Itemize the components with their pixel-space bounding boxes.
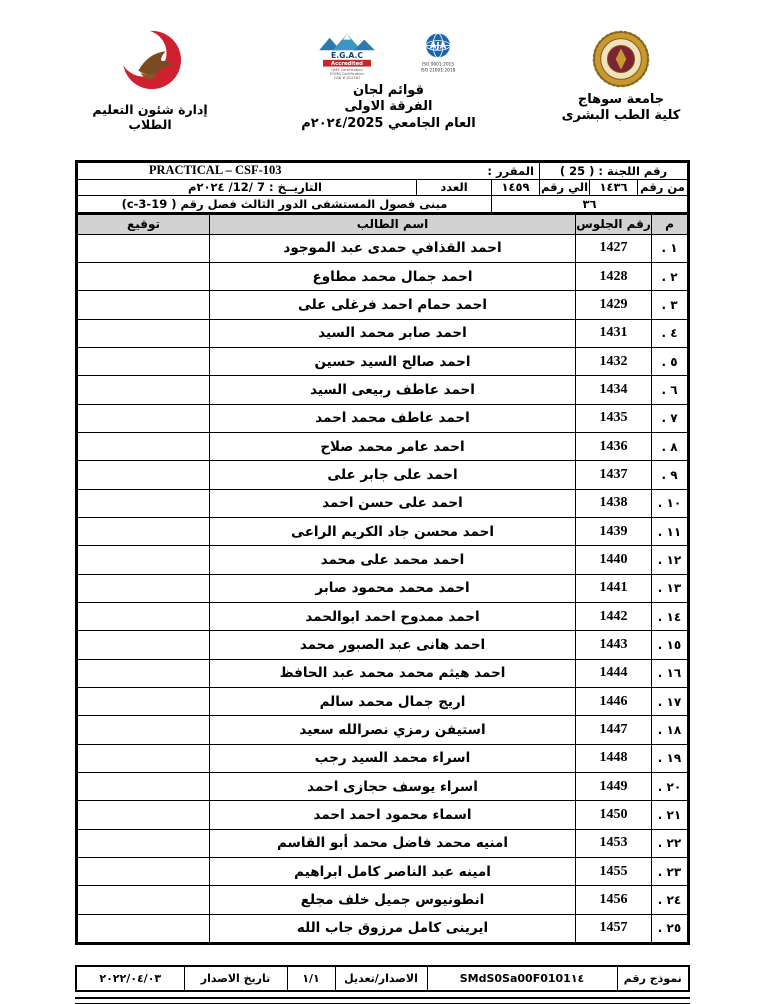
table-row [78, 291, 688, 319]
row-index: ١٤ . [652, 602, 688, 630]
signature-cell [78, 602, 210, 630]
egac-cert-line1: QMS Certification [330, 67, 363, 72]
row-index: ١٧ . [652, 688, 688, 716]
header-center-block [225, 26, 552, 132]
signature-cell [78, 234, 210, 262]
student-name: اسماء محمود احمد احمد [210, 801, 576, 829]
seat-number: 1453 [576, 829, 652, 857]
student-name: احمد صالح السيد حسين [210, 347, 576, 375]
table-row [78, 234, 688, 262]
row-index: ٤ . [652, 319, 688, 347]
student-name: احمد على حسن احمد [210, 489, 576, 517]
signature-cell [78, 631, 210, 659]
seat-number: 1442 [576, 602, 652, 630]
student-name: اسراء محمد السيد رجب [210, 744, 576, 772]
issue-date-value: ٢٠٢٢/٠٤/٠٣ [76, 966, 184, 991]
table-row [78, 801, 688, 829]
egac-cab-number: CAB # 012267 [333, 76, 360, 80]
committee-number: رقم اللجنة : ( 25 ) [540, 163, 688, 180]
signature-cell [78, 291, 210, 319]
seat-number: 1450 [576, 801, 652, 829]
aja-name: AJA [429, 41, 446, 52]
student-name: اسراء يوسف حجازى احمد [210, 773, 576, 801]
signature-cell [78, 517, 210, 545]
from-number-label: من رقم [638, 179, 688, 196]
document-titles [225, 83, 552, 132]
seat-number: 1457 [576, 914, 652, 942]
row-index: ٧ . [652, 404, 688, 432]
seat-number: 1455 [576, 858, 652, 886]
table-row [78, 546, 688, 574]
row-index: ١٢ . [652, 546, 688, 574]
seat-number: 1441 [576, 574, 652, 602]
table-row [78, 773, 688, 801]
seat-number: 1439 [576, 517, 652, 545]
revision-label: الاصدار/تعديل [335, 966, 427, 991]
to-number-value: ١٤٥٩ [492, 179, 540, 196]
row-index: ٢٤ . [652, 886, 688, 914]
row-index: ٦ . [652, 376, 688, 404]
issue-date-label: تاريخ الاصدار [184, 966, 287, 991]
student-affairs-logo [111, 28, 189, 92]
student-name: امينه عبد الناصر كامل ابراهيم [210, 858, 576, 886]
form-number-code: SMdS0Sa00F0101١٤ [427, 966, 617, 991]
signature-cell [78, 659, 210, 687]
form-footer [75, 965, 690, 992]
table-row [78, 631, 688, 659]
student-name: احمد على جابر على [210, 461, 576, 489]
signature-cell [78, 688, 210, 716]
row-index: ١٥ . [652, 631, 688, 659]
seat-number: 1448 [576, 744, 652, 772]
seat-number: 1456 [576, 886, 652, 914]
admin-department-label: إدارة شئون التعليم الطلاب [92, 102, 208, 132]
signature-cell [78, 716, 210, 744]
signature-cell [78, 886, 210, 914]
student-name: احمد هانى عبد الصبور محمد [210, 631, 576, 659]
document-frame [75, 160, 690, 945]
row-index: ١٨ . [652, 716, 688, 744]
signature-cell [78, 376, 210, 404]
university-name: جامعة سوهاج [577, 92, 665, 107]
signature-cell [78, 914, 210, 942]
signature-cell [78, 574, 210, 602]
seat-number: 1431 [576, 319, 652, 347]
row-index: ٣ . [652, 291, 688, 319]
count-label: العدد [417, 179, 492, 196]
student-name: ايرينى كامل مرزوق جاب الله [210, 914, 576, 942]
row-index: ١٦ . [652, 659, 688, 687]
table-row [78, 574, 688, 602]
row-index: ١١ . [652, 517, 688, 545]
seat-number: 1428 [576, 262, 652, 290]
university-block [552, 26, 690, 123]
egac-accredited-banner: Accredited [330, 60, 363, 67]
signature-cell [78, 546, 210, 574]
course-label: المقرر : [487, 163, 534, 178]
seat-number: 1429 [576, 291, 652, 319]
row-index: ٩ . [652, 461, 688, 489]
row-index: ٢١ . [652, 801, 688, 829]
signature-cell [78, 461, 210, 489]
form-number-label: نموذج رقم [617, 966, 689, 991]
table-row [78, 461, 688, 489]
table-row [78, 602, 688, 630]
header-signature: توقيع [78, 214, 210, 234]
student-name: احمد محسن جاد الكريم الراعى [210, 517, 576, 545]
header-student-name: اسم الطالب [210, 214, 576, 234]
seat-number: 1444 [576, 659, 652, 687]
accreditation-logos [225, 32, 552, 80]
student-name: احمد ممدوح احمد ابوالحمد [210, 602, 576, 630]
table-row [78, 886, 688, 914]
row-index: ٢٥ . [652, 914, 688, 942]
header-index: م [652, 214, 688, 234]
admin-block [75, 26, 225, 132]
student-name: احمد محمد محمود صابر [210, 574, 576, 602]
row-index: ٨ . [652, 432, 688, 460]
row-index: ١ . [652, 234, 688, 262]
count-value: ٣٦ [492, 196, 688, 213]
seat-number: 1446 [576, 688, 652, 716]
row-index: ٢٢ . [652, 829, 688, 857]
signature-cell [78, 319, 210, 347]
signature-cell [78, 262, 210, 290]
lists-title: قوائم لجان [353, 83, 424, 98]
table-row [78, 376, 688, 404]
faculty-name: كلية الطب البشرى [561, 107, 681, 123]
row-index: ٢٣ . [652, 858, 688, 886]
page-header [75, 26, 690, 148]
student-name: احمد عاطف محمد احمد [210, 404, 576, 432]
student-name: احمد صابر محمد السيد [210, 319, 576, 347]
course-value: PRACTICAL – CSF-103 [148, 163, 282, 178]
seat-number: 1443 [576, 631, 652, 659]
table-row [78, 659, 688, 687]
seat-number: 1440 [576, 546, 652, 574]
row-index: ١٩ . [652, 744, 688, 772]
from-number-value: ١٤٣٦ [590, 179, 638, 196]
signature-cell [78, 773, 210, 801]
egac-logo [313, 32, 381, 80]
aja-iso1: ISO 9001:2015 [421, 62, 454, 68]
aja-logo [411, 32, 465, 80]
seat-number: 1449 [576, 773, 652, 801]
table-row [78, 262, 688, 290]
student-name: احمد عامر محمد صلاح [210, 432, 576, 460]
seat-number: 1435 [576, 404, 652, 432]
table-row [78, 319, 688, 347]
signature-cell [78, 858, 210, 886]
student-name: اريج جمال محمد سالم [210, 688, 576, 716]
signature-cell [78, 404, 210, 432]
table-row [78, 347, 688, 375]
table-row [78, 858, 688, 886]
exam-location: مبنى فصول المستشفى الدور الثالث فصل رقم ( c-3-19) [78, 196, 492, 213]
header-seat-number: رقم الجلوس [576, 214, 652, 234]
seat-number: 1432 [576, 347, 652, 375]
student-name: احمد محمد على محمد [210, 546, 576, 574]
student-name: احمد حمام احمد فرغلى على [210, 291, 576, 319]
row-index: ٥ . [652, 347, 688, 375]
signature-cell [78, 744, 210, 772]
signature-cell [78, 489, 210, 517]
grade-title: الفرقة الاولى [344, 99, 433, 115]
student-name: انطونيوس جميل خلف مجلع [210, 886, 576, 914]
table-row [78, 688, 688, 716]
student-name: احمد هيثم محمد محمد عبد الحافظ [210, 659, 576, 687]
academic-year: العام الجامعي ٢٠٢٤/2025م [301, 115, 476, 131]
course-cell [78, 163, 539, 178]
signature-cell [78, 432, 210, 460]
row-index: ٢٠ . [652, 773, 688, 801]
table-row [78, 914, 688, 942]
signature-cell [78, 801, 210, 829]
egac-cert-line2: EOMS Certification [329, 72, 364, 77]
seat-number: 1434 [576, 376, 652, 404]
exam-date: التاريــخ : 7 /12/ ٢٠٢٤م [78, 179, 417, 196]
signature-cell [78, 829, 210, 857]
to-number-label: الي رقم [540, 180, 589, 195]
table-row [78, 489, 688, 517]
row-index: ١٠ . [652, 489, 688, 517]
student-name: احمد عاطف ربيعى السيد [210, 376, 576, 404]
student-name: استيفن رمزي نصرالله سعيد [210, 716, 576, 744]
table-row [78, 829, 688, 857]
row-index: ٢ . [652, 262, 688, 290]
seat-number: 1437 [576, 461, 652, 489]
university-logo [592, 30, 650, 88]
students-table [77, 214, 688, 944]
student-name: احمد جمال محمد مطاوع [210, 262, 576, 290]
table-row [78, 517, 688, 545]
aja-iso2: ISO 21001:2018 [420, 68, 455, 74]
seat-number: 1427 [576, 234, 652, 262]
row-index: ١٣ . [652, 574, 688, 602]
bottom-border-rule [75, 997, 690, 1004]
seat-number: 1438 [576, 489, 652, 517]
signature-cell [78, 347, 210, 375]
committee-meta-table [77, 162, 688, 214]
table-row [78, 716, 688, 744]
table-row [78, 744, 688, 772]
table-row [78, 404, 688, 432]
egac-name: E.G.A.C [330, 50, 363, 60]
seat-number: 1447 [576, 716, 652, 744]
student-name: احمد القذافي حمدى عبد الموجود [210, 234, 576, 262]
revision-value: ١/١ [287, 966, 335, 991]
seat-number: 1436 [576, 432, 652, 460]
table-header-row [78, 214, 688, 234]
student-name: امنيه محمد فاضل محمد أبو القاسم [210, 829, 576, 857]
table-row [78, 432, 688, 460]
